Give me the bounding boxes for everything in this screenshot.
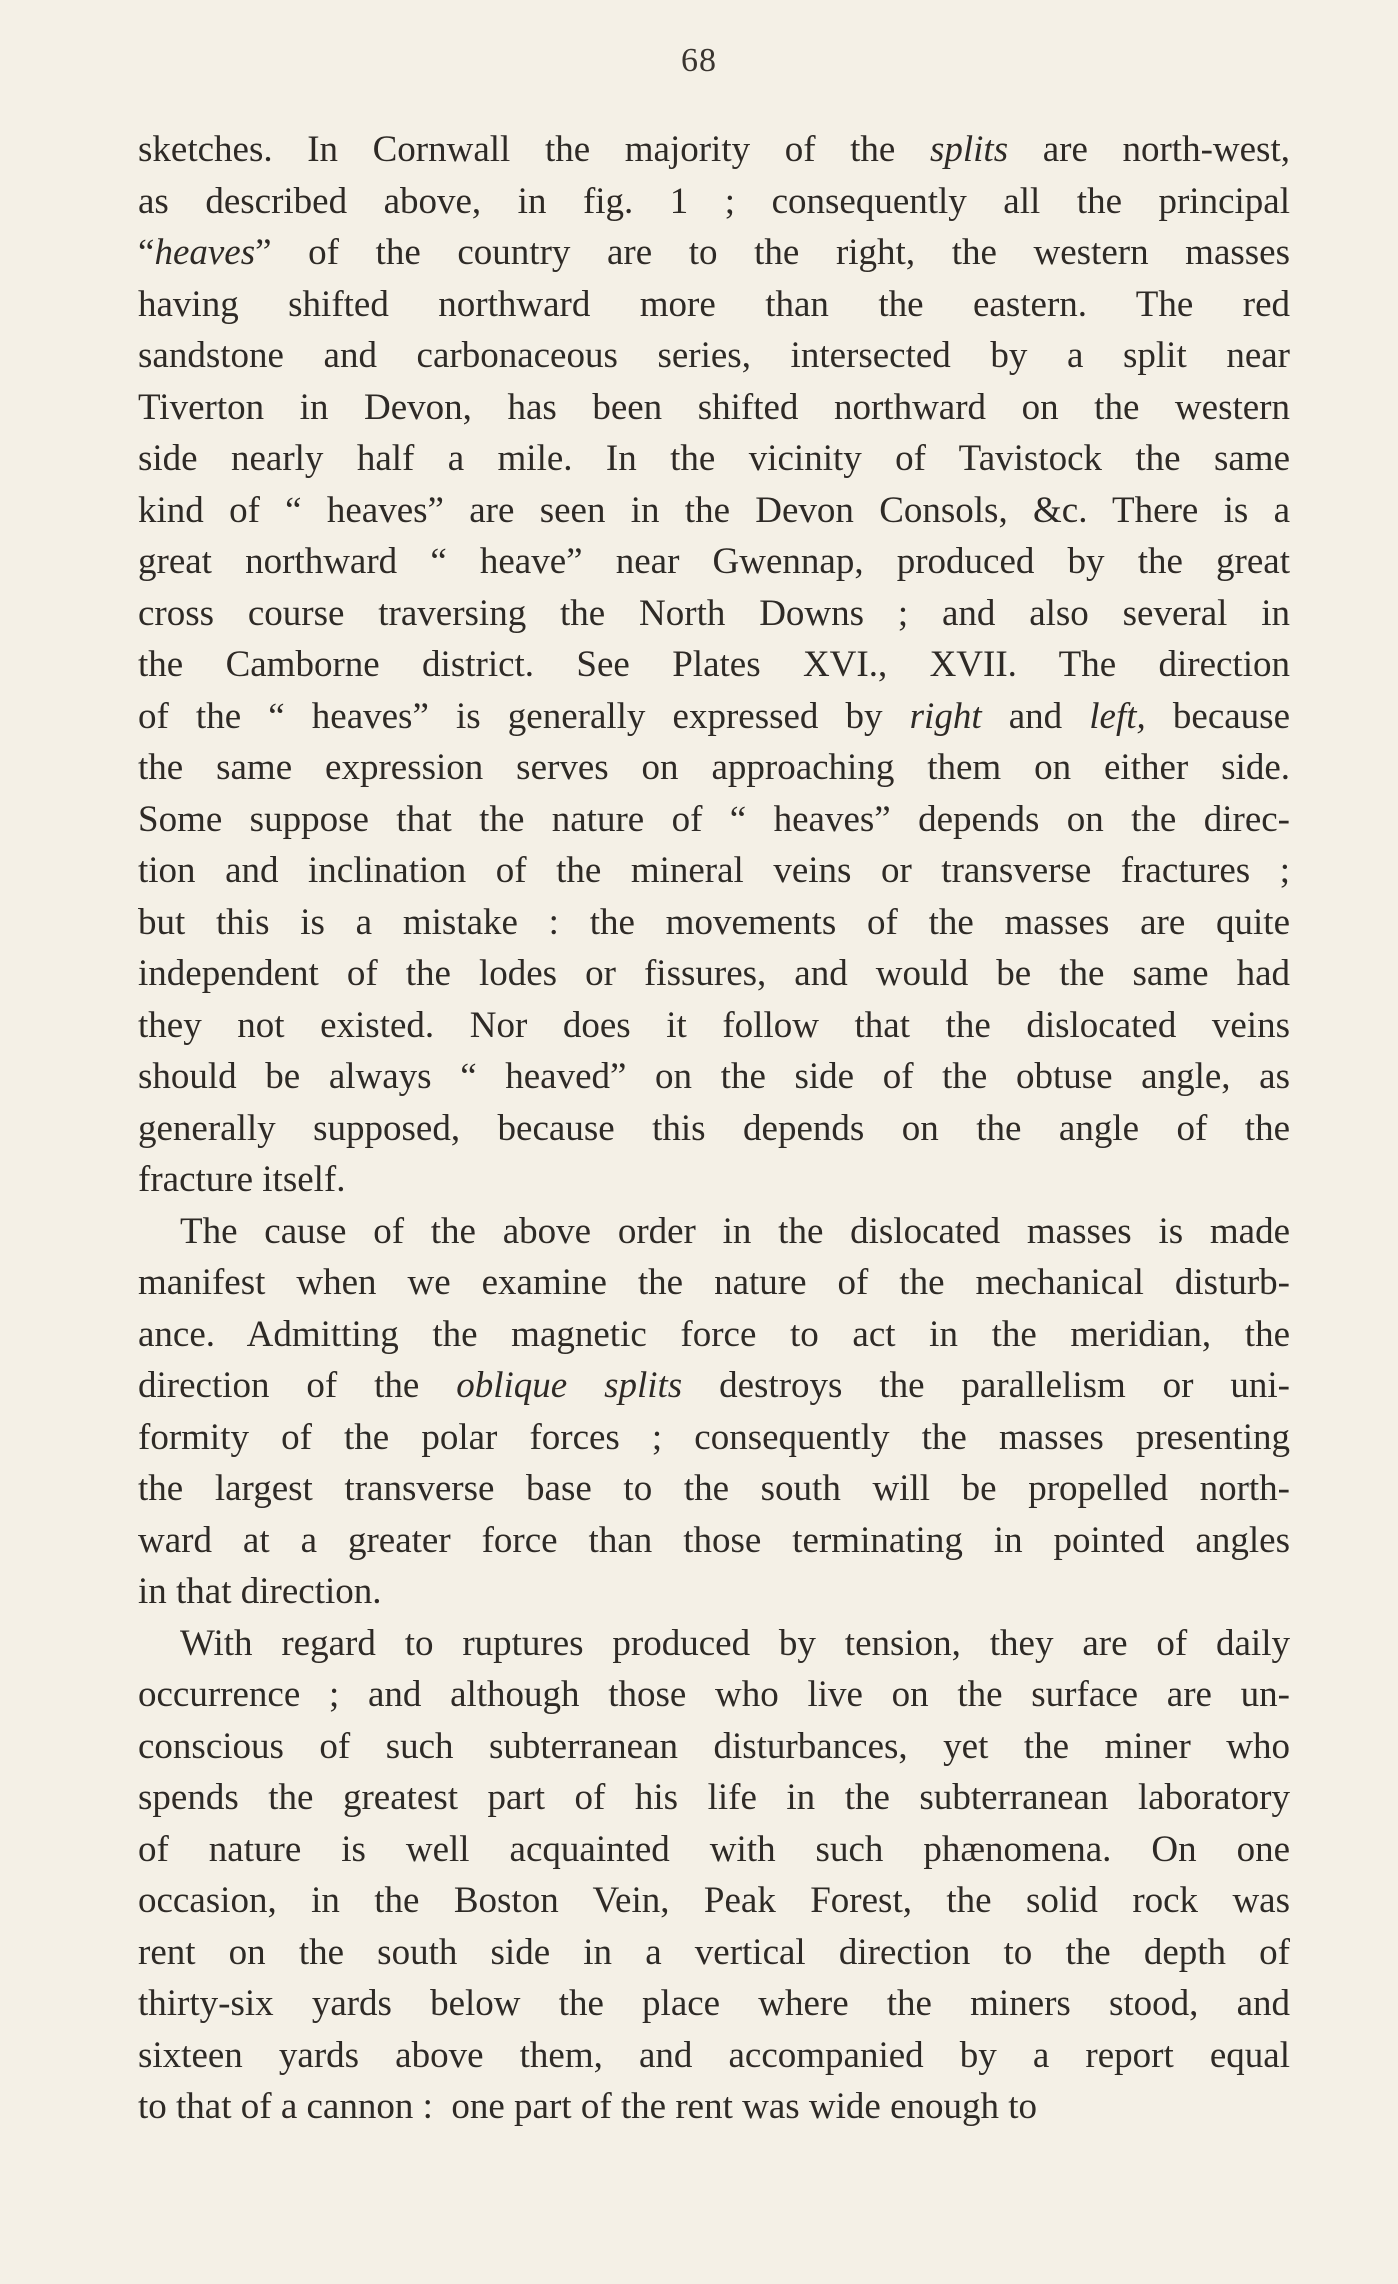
text-line (138, 742, 1290, 794)
italic-text: oblique splits (456, 1365, 683, 1406)
text-run: and (981, 695, 1090, 737)
text-line (138, 948, 1290, 1000)
text-run: rent on the south side in a vertical direction to the depth of (138, 1931, 1290, 1973)
text-line (138, 1000, 1290, 1052)
text-line (138, 897, 1290, 949)
text-line (138, 1669, 1290, 1721)
text-run: sandstone and carbonaceous series, intersected by a split near (138, 335, 1290, 376)
text-line (138, 433, 1290, 485)
text-line (138, 227, 1290, 279)
page-number: 68 (681, 42, 717, 79)
text-line (138, 1309, 1290, 1361)
text-line (138, 2030, 1290, 2082)
text-line (138, 1618, 1290, 1670)
text-line (138, 1978, 1290, 2030)
text-run: sketches. In Cornwall the majority of the (138, 129, 930, 170)
text-run: the largest transverse base to the south will be propelled north- (138, 1468, 1290, 1509)
text-line (138, 2081, 1290, 2133)
text-line (138, 639, 1290, 691)
text-run: spends the greatest part of his life in the subterranean laboratory (138, 1777, 1290, 1818)
text-run: fracture itself. (138, 1159, 346, 1200)
text-line (138, 124, 1290, 176)
text-run: generally supposed, because this depends on the angle of the (138, 1107, 1290, 1149)
paragraph (138, 1206, 1290, 1618)
text-run: having shifted northward more than the eastern. The red (138, 283, 1290, 325)
text-run: great northward “ heave” near Gwennap, produced by the great (138, 541, 1290, 582)
text-line (138, 845, 1290, 897)
text-line (138, 1772, 1290, 1824)
paragraph (138, 1618, 1290, 2133)
text-run: manifest when we examine the nature of the mechanical disturb- (138, 1262, 1290, 1303)
text-run: but this is a mistake : the movements of the masses are quite (138, 901, 1290, 943)
text-line (138, 1360, 1290, 1412)
text-run: conscious of such subterranean disturbances, yet the miner who (138, 1725, 1290, 1767)
text-line (138, 1927, 1290, 1979)
text-run: The cause of the above order in the dislocated masses is made (180, 1210, 1290, 1252)
text-run: in that direction. (138, 1571, 382, 1612)
text-line (138, 536, 1290, 588)
text-line (138, 1154, 1290, 1206)
text-line (138, 485, 1290, 537)
text-line (138, 1875, 1290, 1927)
text-line (138, 1515, 1290, 1567)
text-run: to that of a cannon : one part of the rent was wide enough to (138, 2086, 1038, 2127)
italic-text: heaves (154, 232, 256, 273)
text-run: Tiverton in Devon, has been shifted northward on the western (138, 386, 1290, 428)
text-line (138, 330, 1290, 382)
text-run: “ (138, 232, 155, 273)
text-line (138, 279, 1290, 331)
text-run: should be always “ heaved” on the side of the obtuse angle, as (138, 1056, 1290, 1097)
text-run: they not existed. Nor does it follow that the dislocated veins (138, 1004, 1290, 1046)
text-line (138, 1566, 1290, 1618)
text-run: are north-west, (1008, 129, 1290, 170)
text-run: of the “ heaves” is generally expressed by (138, 695, 910, 737)
text-run: the same expression serves on approaching them on either side. (138, 747, 1290, 788)
italic-text: right (909, 695, 982, 737)
text-line (138, 1721, 1290, 1773)
text-run: because (1145, 695, 1290, 737)
text-line (138, 1051, 1290, 1103)
text-run: of nature is well acquainted with such phænomena. On one (138, 1828, 1290, 1870)
text-run: ” of the country are to the right, the western masses (255, 232, 1290, 273)
paragraph (138, 124, 1290, 1206)
text-line (138, 1824, 1290, 1876)
text-run: sixteen yards above them, and accompanied by a report equal (138, 2034, 1290, 2076)
italic-text: left, (1089, 695, 1146, 737)
text-line (138, 1206, 1290, 1258)
text-line (138, 1257, 1290, 1309)
text-run: kind of “ heaves” are seen in the Devon Consols, &c. There is a (138, 489, 1290, 531)
text-line (138, 691, 1290, 743)
text-run: destroys the parallelism or uni- (682, 1365, 1290, 1406)
text-line (138, 794, 1290, 846)
text-run: ward at a greater force than those terminating in pointed angles (138, 1519, 1290, 1561)
text-run: the Camborne district. See Plates XVI., XVII. The direction (138, 644, 1290, 685)
text-run: direction of the (138, 1365, 457, 1406)
text-line (138, 1412, 1290, 1464)
text-run: occasion, in the Boston Vein, Peak Forest, the solid rock was (138, 1880, 1290, 1921)
text-run: occurrence ; and although those who live on the surface are un- (138, 1674, 1290, 1715)
text-run: thirty-six yards below the place where the miners stood, and (138, 1983, 1290, 2024)
text-run: side nearly half a mile. In the vicinity of Tavistock the same (138, 438, 1290, 479)
text-run: independent of the lodes or fissures, and would be the same had (138, 953, 1290, 994)
text-run: as described above, in fig. 1 ; consequently all the principal (138, 180, 1290, 222)
text-run: ance. Admitting the magnetic force to act in the meridian, the (138, 1313, 1290, 1355)
text-run: With regard to ruptures produced by tension, they are of daily (180, 1622, 1290, 1664)
italic-text: splits (929, 129, 1009, 170)
text-run: tion and inclination of the mineral veins or transverse fractures ; (138, 850, 1290, 891)
text-run: Some suppose that the nature of “ heaves” depends on the direc- (138, 798, 1290, 840)
text-line (138, 588, 1290, 640)
body-text (138, 124, 1290, 2133)
text-line (138, 1103, 1290, 1155)
text-line (138, 382, 1290, 434)
text-run: formity of the polar forces ; consequently the masses presenting (138, 1416, 1290, 1458)
text-line (138, 1463, 1290, 1515)
text-line (138, 176, 1290, 228)
text-run: cross course traversing the North Downs ; and also several in (138, 592, 1290, 634)
